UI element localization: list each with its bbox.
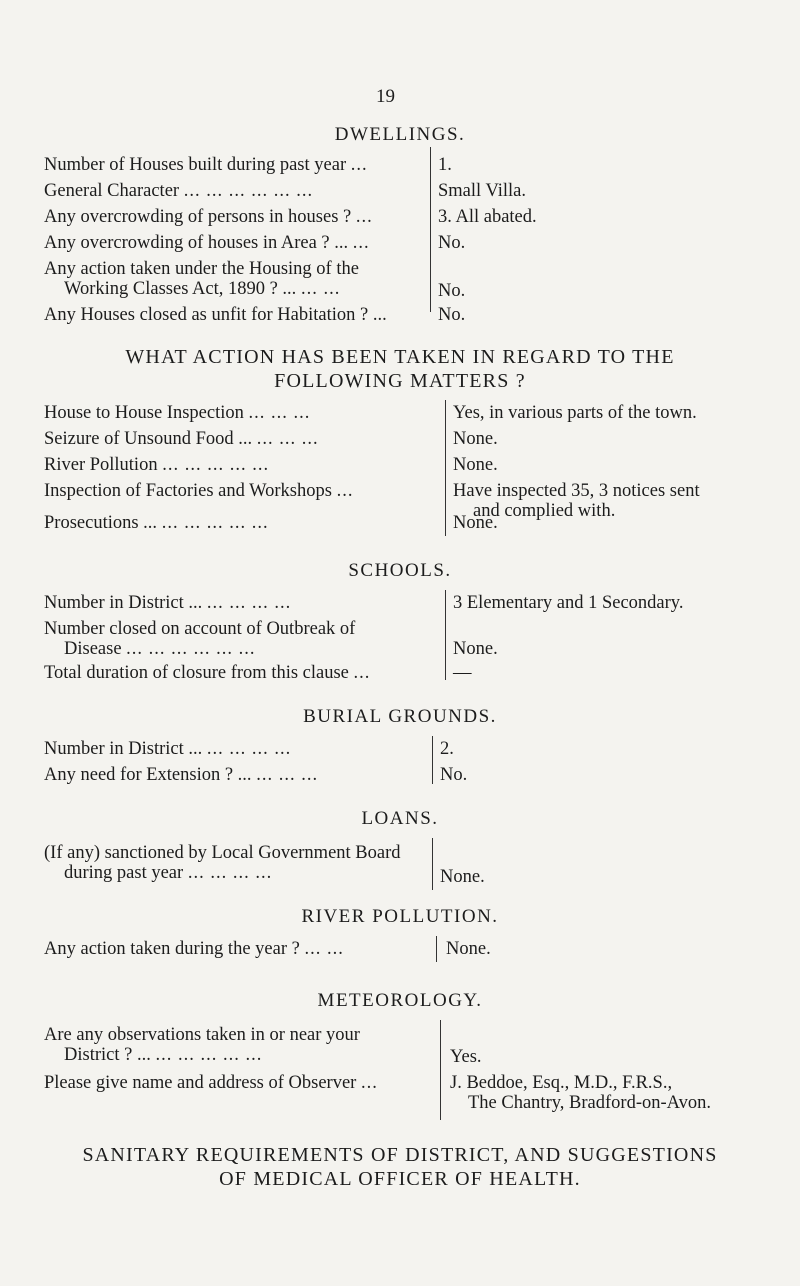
loans-divider: [432, 838, 433, 890]
schools-heading: SCHOOLS.: [348, 560, 452, 581]
loans-label-cont: during past year ... ... ... ...: [64, 863, 273, 883]
river-divider: [436, 936, 437, 962]
burial-row-label: Any need for Extension ? ... ... ... ...: [44, 765, 319, 785]
dwellings-row-value: No.: [438, 233, 466, 253]
dwellings-row-value: 3. All abated.: [438, 207, 537, 227]
schools-divider: [445, 590, 446, 680]
burial-row-value: No.: [440, 765, 468, 785]
meteorology-divider: [440, 1020, 441, 1120]
burial-divider: [432, 736, 433, 784]
action-row-label: House to House Inspection ... ... ...: [44, 403, 311, 423]
dwellings-row-value: Small Villa.: [438, 181, 526, 201]
dwellings-row-value: No.: [438, 305, 466, 325]
dwellings-row-value: No.: [438, 281, 466, 301]
action-row-value: None.: [453, 513, 498, 533]
dwellings-row-label: General Character ... ... ... ... ... ...: [44, 181, 314, 201]
meteorology-row-label: Are any observations taken in or near your: [44, 1025, 360, 1045]
meteorology-row-value: Yes.: [450, 1047, 482, 1067]
burial-heading: BURIAL GROUNDS.: [303, 706, 497, 727]
action-row-value: Have inspected 35, 3 notices sent: [453, 481, 700, 501]
action-row-label: Inspection of Factories and Workshops ...: [44, 481, 354, 501]
loans-label: (If any) sanctioned by Local Government Board: [44, 843, 401, 863]
schools-row-label: Number closed on account of Outbreak of: [44, 619, 356, 639]
meteorology-row-value-cont: The Chantry, Bradford-on-Avon.: [468, 1093, 712, 1113]
river-label: Any action taken during the year ? ... ...: [44, 939, 344, 959]
dwellings-heading: DWELLINGS.: [334, 124, 466, 145]
loans-value: None.: [440, 867, 485, 887]
loans-heading: LOANS.: [361, 808, 439, 829]
meteorology-row-value: J. Beddoe, Esq., M.D., F.R.S.,: [450, 1073, 673, 1093]
action-row-label: Prosecutions ... ... ... ... ... ...: [44, 513, 269, 533]
dwellings-row-label: Number of Houses built during past year ...: [44, 155, 368, 175]
action-row-value: None.: [453, 429, 498, 449]
meteorology-row-label: Please give name and address of Observer ...: [44, 1073, 378, 1093]
schools-row-value: None.: [453, 639, 498, 659]
action-divider-2: [445, 510, 446, 536]
meteorology-heading: METEOROLOGY.: [317, 990, 483, 1011]
dwellings-row-label-cont: Working Classes Act, 1890 ? ... ... ...: [64, 279, 341, 299]
dwellings-row-label: Any overcrowding of houses in Area ? ... ...: [44, 233, 370, 253]
dwellings-divider: [430, 147, 431, 312]
page-number: 19: [376, 86, 395, 107]
action-heading: WHAT ACTION HAS BEEN TAKEN IN REGARD TO THE: [125, 346, 675, 368]
action-heading-cont: FOLLOWING MATTERS ?: [274, 370, 526, 392]
dwellings-row-value: 1.: [438, 155, 452, 175]
sanitary-heading: SANITARY REQUIREMENTS OF DISTRICT, AND SUGGESTIONS: [82, 1144, 718, 1166]
dwellings-row-label: Any Houses closed as unfit for Habitation ? ...: [44, 305, 387, 325]
action-divider: [445, 400, 446, 510]
action-row-label: River Pollution ... ... ... ... ...: [44, 455, 270, 475]
action-row-value: Yes, in various parts of the town.: [453, 403, 697, 423]
river-heading: RIVER POLLUTION.: [301, 906, 499, 927]
dwellings-row-label: Any overcrowding of persons in houses ? ...: [44, 207, 373, 227]
schools-row-label: Total duration of closure from this clause ...: [44, 663, 371, 683]
schools-row-label: Number in District ... ... ... ... ...: [44, 593, 292, 613]
burial-row-value: 2.: [440, 739, 454, 759]
meteorology-row-label-cont: District ? ... ... ... ... ... ...: [64, 1045, 263, 1065]
river-value: None.: [446, 939, 491, 959]
dwellings-row-label: Any action taken under the Housing of the: [44, 259, 359, 279]
action-row-value: None.: [453, 455, 498, 475]
schools-row-label-cont: Disease ... ... ... ... ... ...: [64, 639, 256, 659]
schools-row-value: —: [453, 663, 472, 683]
burial-row-label: Number in District ... ... ... ... ...: [44, 739, 292, 759]
action-row-label: Seizure of Unsound Food ... ... ... ...: [44, 429, 319, 449]
sanitary-heading-cont: OF MEDICAL OFFICER OF HEALTH.: [219, 1168, 581, 1190]
action-row-value-cont: and complied with.: [473, 501, 616, 521]
schools-row-value: 3 Elementary and 1 Secondary.: [453, 593, 684, 613]
